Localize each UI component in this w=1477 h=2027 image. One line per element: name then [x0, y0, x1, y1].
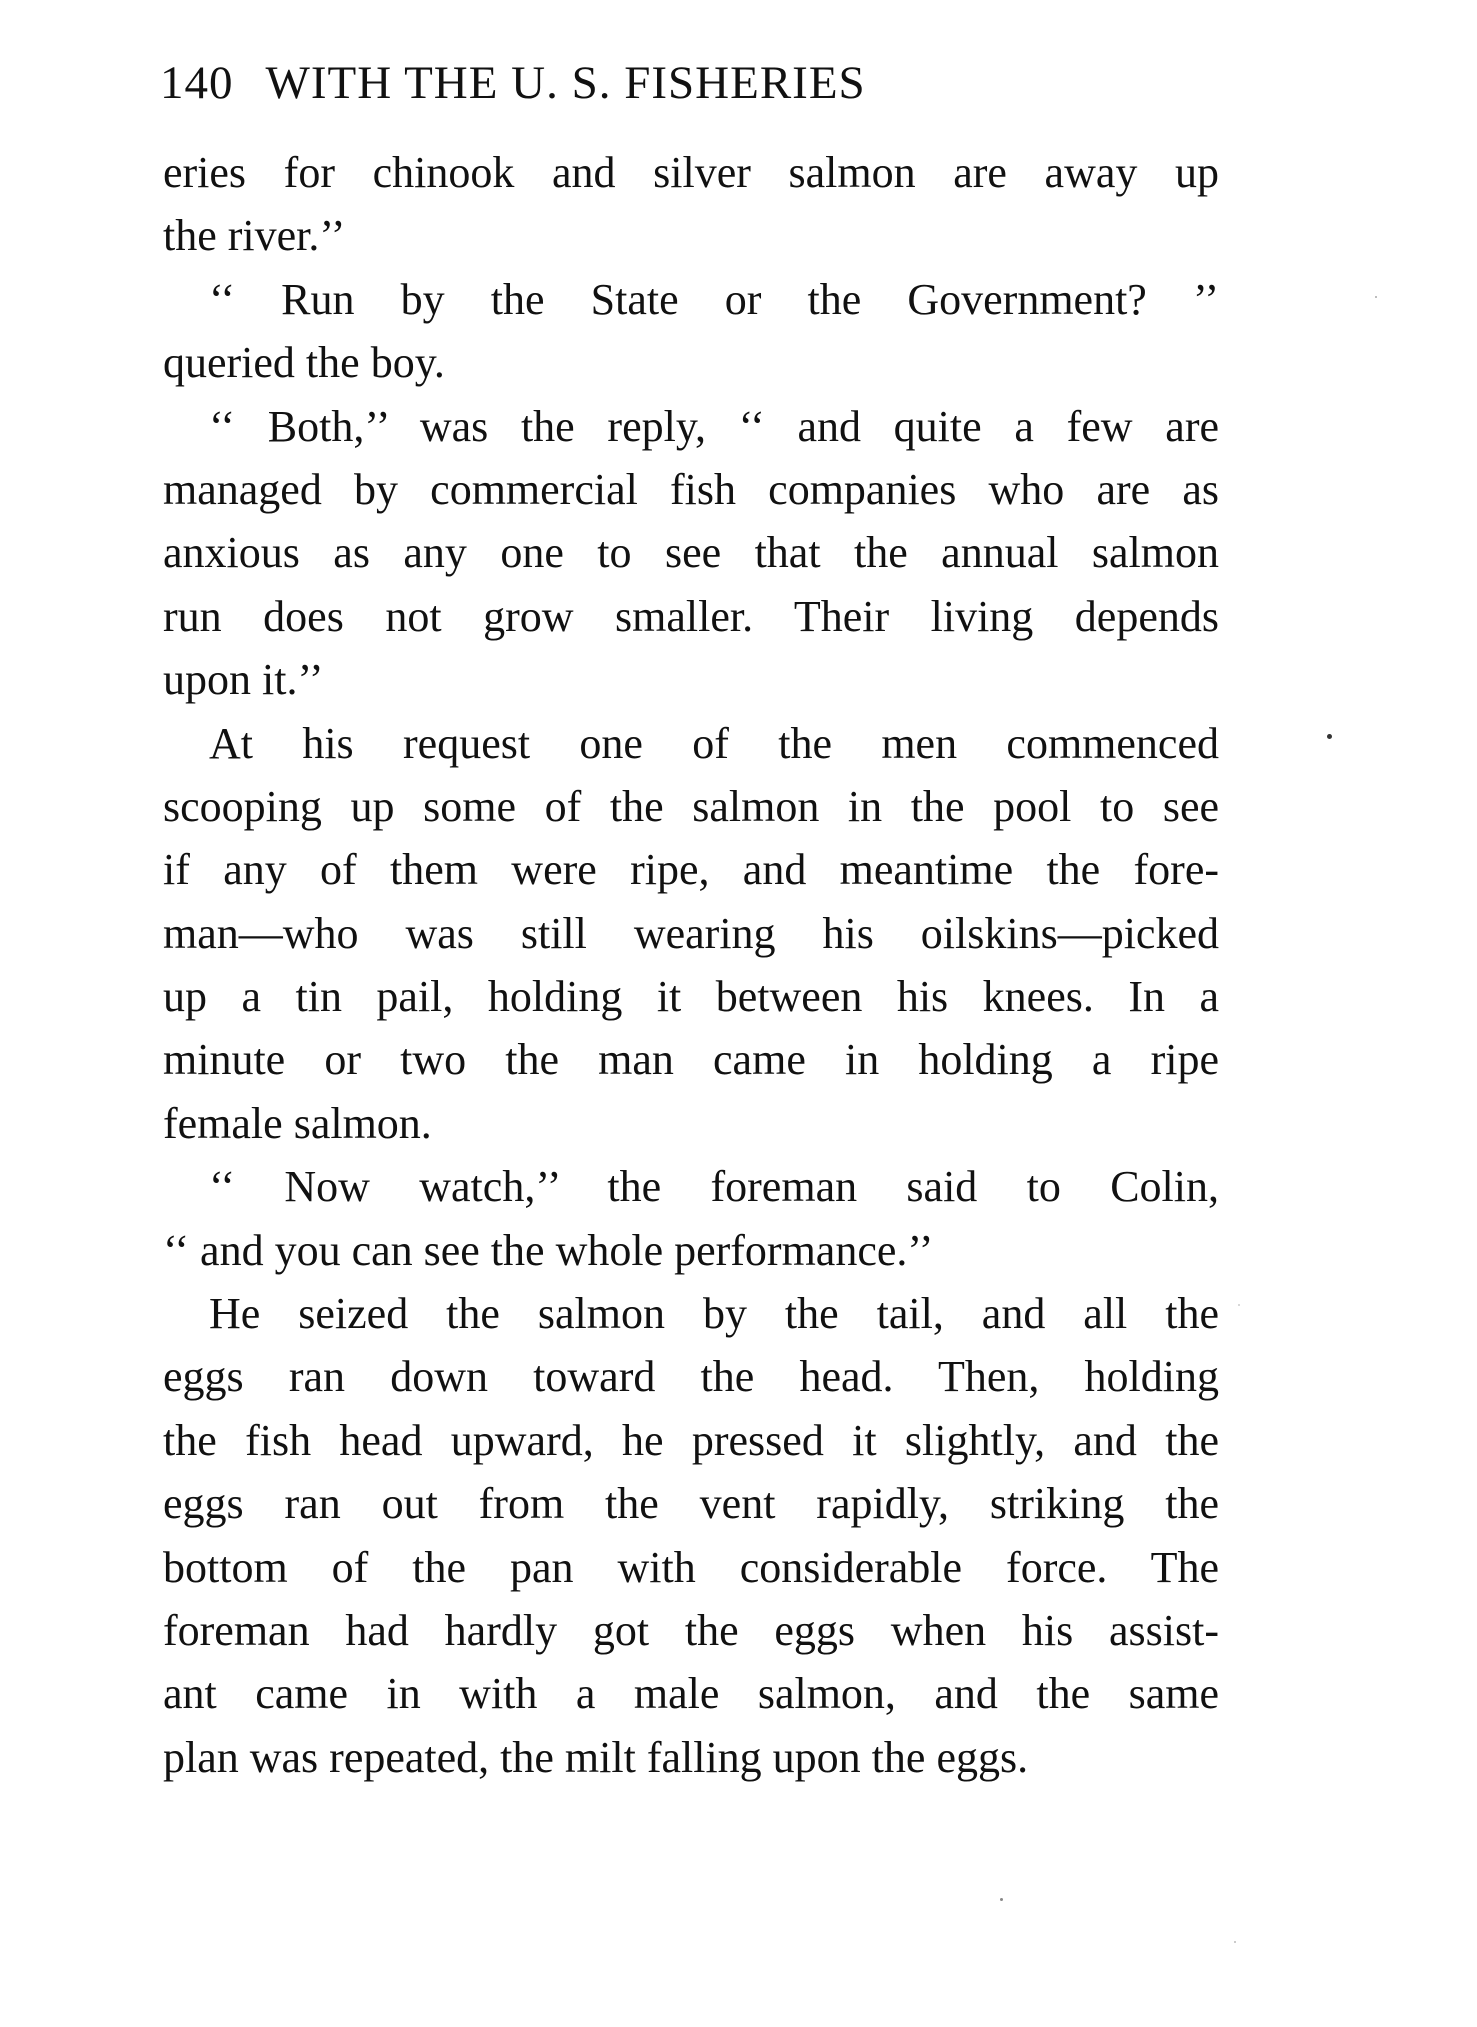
scan-speck [1238, 1304, 1240, 1306]
text-line: eggs ran out from the vent rapidly, striking the [163, 1479, 1219, 1529]
text-line: At his request one of the men commenced [209, 718, 1219, 768]
text-line: ‘‘ Now watch,’’ the foreman said to Colin, [209, 1162, 1219, 1212]
text-line: minute or two the man came in holding a ripe [163, 1035, 1219, 1085]
text-line: managed by commercial fish companies who are as [163, 464, 1219, 514]
text-line: foreman had hardly got the eggs when his assist- [163, 1605, 1219, 1655]
page-number: 140 [160, 57, 234, 109]
scan-speck [1000, 1898, 1003, 1901]
text-line: the fish head upward, he pressed it slightly, and the [163, 1415, 1219, 1465]
scan-speck [1234, 1941, 1236, 1943]
text-line: anxious as any one to see that the annual salmon [163, 528, 1219, 578]
text-line: He seized the salmon by the tail, and all the [209, 1289, 1219, 1339]
text-line: man—who was still wearing his oilskins—picked [163, 908, 1219, 958]
text-line: ‘‘ Run by the State or the Government? ’’ [209, 274, 1219, 324]
text-line: the river.’’ [163, 211, 346, 261]
running-title: WITH THE U. S. FISHERIES [265, 57, 866, 109]
text-line: plan was repeated, the milt falling upon the eggs. [163, 1732, 1029, 1782]
running-header [160, 56, 866, 110]
text-line: eries for chinook and silver salmon are away up [163, 148, 1219, 197]
text-line: ‘‘ and you can see the whole performance.’’ [163, 1225, 934, 1275]
text-line: ant came in with a male salmon, and the same [163, 1669, 1219, 1719]
text-line: run does not grow smaller. Their living depends [163, 591, 1219, 641]
text-line: up a tin pail, holding it between his knees. In a [163, 972, 1219, 1022]
text-line: scooping up some of the salmon in the pool to see [163, 781, 1219, 831]
text-line: upon it.’’ [163, 655, 324, 705]
text-line: bottom of the pan with considerable force. The [163, 1542, 1219, 1592]
text-line: if any of them were ripe, and meantime the fore- [163, 845, 1219, 895]
body-text [163, 141, 1219, 1789]
text-line: eggs ran down toward the head. Then, holding [163, 1352, 1219, 1402]
text-line: ‘‘ Both,’’ was the reply, ‘‘ and quite a few are [209, 401, 1219, 451]
scan-speck [1327, 734, 1332, 739]
text-line: female salmon. [163, 1098, 432, 1148]
text-line: queried the boy. [163, 338, 445, 388]
scan-speck [1375, 296, 1377, 298]
